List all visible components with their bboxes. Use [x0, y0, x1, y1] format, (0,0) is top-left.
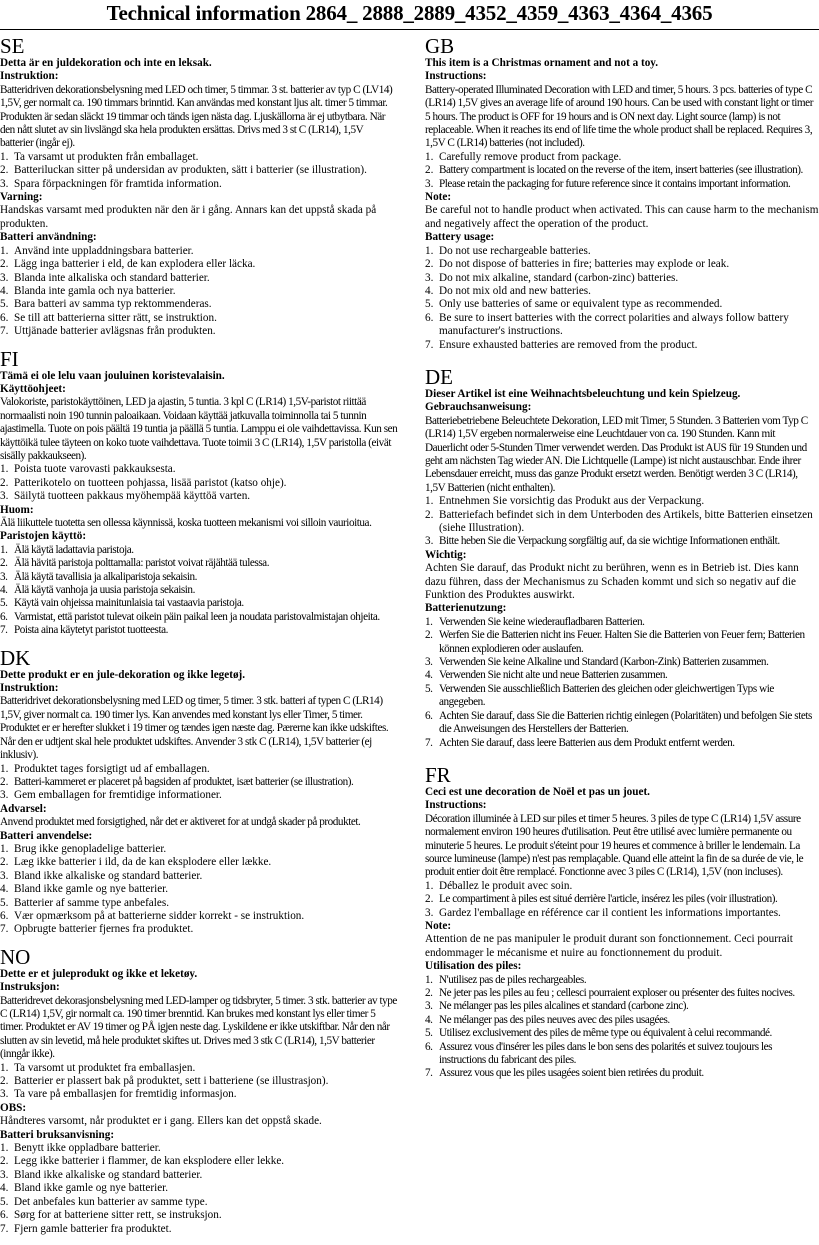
- list-item: 2. Batterier er plassert bak på produktet, sett i batteriene (se illustrasjon).: [0, 1075, 329, 1088]
- list-item: 1. Déballez le produit avec soin.: [425, 879, 573, 892]
- list-item: 2. Ne jeter pas les piles au feu ; cellesci pourraient exploser ou présenter des fuites nocives.: [425, 987, 795, 999]
- warning-heading: Note:: [425, 191, 452, 204]
- section-fi: [0, 348, 398, 638]
- warning-text: Attention de ne pas manipuler le produit durant son fonctionnement. Ceci pourrait endommager le mécanisme et nuire au fonctionnement du produit.: [425, 933, 793, 959]
- warning-heading: Advarsel:: [0, 802, 47, 815]
- section-code: NO: [0, 944, 31, 969]
- battery-list: [425, 974, 819, 1081]
- instructions-text: Décoration illuminée à LED sur piles et timer 5 heures. 3 piles de type C (LR14) 1,5V assure normalement environ 190 heures d'utilisation. Peut être utilisé avec lumière permanente ou minuterie 5 heures. Le produit s'éteint pour 19 heures et commence à briller le lendemain. La source lumineuse (lampe) n'est pas remplaçable. Quand elle atteint la fin de sa durée de vie, le produit entier doit être remplacé. Fonctionne avec 3 piles C (LR14), 1,5V (non incluses).: [425, 812, 804, 879]
- list-item: 3. Verwenden Sie keine Alkaline und Standard (Karbon-Zink) Batterien zusammen.: [425, 656, 769, 669]
- list-item: 2. Batteri-kammeret er placeret på bagsiden af produktet, isæt batterier (se illustration).: [0, 775, 354, 788]
- list-item: 1. Ta varsamt ut produkten från emballaget.: [0, 150, 199, 163]
- instructions-text: Batteridrivet dekorationsbelysning med LED og timer, 5 timer. 3 stk. batteri af typen C (LR14) 1,5V, giver normalt ca. 190 timer lys. Kan anvendes med konstant lys eller Timer, 5 timer. Produktet er er herefter slukket i 19 timer og tændes igen næste dag. Pærerne kan ikke udskiftes. Når den er udtjent skal hele produktet udskiftes. Anvender 3 stk C (LR14), 1,5V batterier (ej inklusiv).: [0, 695, 389, 762]
- list-item: 3. Do not mix alkaline, standard (carbon-zinc) batteries.: [425, 271, 679, 284]
- list-item: 3. Bitte heben Sie die Verpackung sorgfältig auf, da sie wichtige Informationen enthält.: [425, 535, 780, 548]
- list-item: 7. Achten Sie darauf, dass leere Batterien aus dem Produkt entfernt werden.: [425, 736, 735, 749]
- list-item: 6. Assurez vous d'insérer les piles dans le bon sens des polarités et suivez toujours les instructions du fabricant des piles.: [425, 1040, 773, 1067]
- list-item: 3. Bland ikke alkaliske og standard batterier.: [0, 869, 203, 882]
- list-item: 6. Be sure to insert batteries with the correct polarities and always follow battery manufacturer's instructions.: [425, 311, 789, 338]
- list-item: 5. Batterier af samme type anbefales.: [0, 896, 169, 909]
- instructions-heading: Käyttöohjeet:: [0, 382, 66, 395]
- list-item: 2. Batteriluckan sitter på undersidan av produkten, sätt i batterier (se illustration).: [0, 164, 367, 177]
- list-item: 3. Ne mélanger pas les piles alcalines et standard (carbone zinc).: [425, 1000, 689, 1013]
- instructions-heading: Gebrauchsanweisung:: [425, 401, 532, 414]
- instructions-text: Batteridriven dekorationsbelysning med LED och timer, 5 timmar. 3 st. batterier av typ C (LV14) 1,5V, ger normalt ca. 190 timmars brinntid. Kan användas med konstant ljus alt. timer 5 timmar. Produkten är sedan släckt 19 timmar och tänds igen nästa dag. Ljuskällorna är ej utbytbara. När den nått slutet av sin livslängd ska hela produkten ersättas. Drivs med 3 st C (LR14), 1,5V batterier (ingår ej).: [0, 83, 393, 150]
- list-item: 2. Lägg inga batterier i eld, de kan explodera eller läcka.: [0, 258, 256, 271]
- section-de: [425, 366, 819, 750]
- list-item: 5. Det anbefales kun batterier av samme type.: [0, 1195, 208, 1208]
- warning-heading: Wichtig:: [425, 548, 467, 561]
- section-code: FI: [0, 346, 19, 371]
- list-item: 1. Do not use rechargeable batteries.: [425, 244, 591, 257]
- list-item: 3. Please retain the packaging for future reference since it contains important information.: [425, 177, 791, 190]
- list-item: 6. Se till att batterierna sitter rätt, se instruktion.: [0, 311, 217, 324]
- list-item: 2. Le compartiment à piles est situé derrière l'article, insérez les piles (voir illustration).: [425, 893, 778, 906]
- list-item: 2. Læg ikke batterier i ild, da de kan eksplodere eller lække.: [0, 856, 272, 869]
- list-item: 5. Verwenden Sie ausschließlich Batterien des gleichen oder gleichwertigen Typs wie angegeben.: [425, 682, 774, 709]
- battery-list: [0, 544, 398, 638]
- list-item: 4. Do not mix old and new batteries.: [425, 284, 591, 297]
- instructions-heading: Instructions:: [425, 70, 487, 83]
- list-item: 2. Legg ikke batterier i flammer, de kan eksplodere eller lekke.: [0, 1155, 285, 1168]
- section-intro: Detta är en juldekoration och inte en leksak.: [0, 57, 212, 69]
- steps-list: [0, 1062, 398, 1102]
- warning-heading: Huom:: [0, 503, 34, 516]
- list-item: 1. Brug ikke genopladelige batterier.: [0, 842, 167, 855]
- steps-list: [425, 495, 819, 549]
- section-intro: Ceci est une decoration de Noël et pas un jouet.: [425, 785, 650, 798]
- steps-list: [0, 151, 398, 191]
- battery-list: [425, 245, 819, 352]
- section-code: DE: [425, 364, 453, 389]
- list-item: 2. Werfen Sie die Batterien nicht ins Feuer. Halten Sie die Batterien von Feuer fern; Batterien können explodieren oder auslaufen.: [425, 629, 805, 655]
- instructions-heading: Instruksjon:: [0, 981, 60, 994]
- list-item: 7. Fjern gamle batterier fra produktet.: [0, 1222, 172, 1235]
- list-item: 2. Batteriefach befindet sich in dem Unterboden des Artikels, bitte Batterien einsetzen (siehe Illustration).: [425, 508, 813, 534]
- list-item: 7. Ensure exhausted batteries are removed from the product.: [425, 338, 698, 351]
- section-intro: Tämä ei ole lelu vaan jouluinen koristevalaisin.: [0, 369, 225, 382]
- list-item: 3. Bland ikke alkaliske og standard batterier.: [0, 1168, 203, 1181]
- list-item: 6. Vær opmærksom på at batterierne sidder korrekt - se instruktion.: [0, 909, 305, 922]
- list-item: 7. Opbrugte batterier fjernes fra produktet.: [0, 923, 194, 936]
- list-item: 4. Bland ikke gamle og nye batterier.: [0, 883, 169, 896]
- section-intro: Dette produkt er en jule-dekoration og ikke legetøj.: [0, 668, 246, 681]
- steps-list: [425, 880, 819, 920]
- list-item: 2. Patterikotelo on tuotteen pohjassa, lisää paristot (katso ohje).: [0, 476, 287, 489]
- title-divider: [0, 29, 819, 30]
- list-item: 4. Blanda inte gamla och nya batterier.: [0, 284, 176, 297]
- list-item: 3. Spara förpackningen för framtida information.: [0, 177, 222, 190]
- list-item: 2. Do not dispose of batteries in fire; batteries may explode or leak.: [425, 258, 730, 271]
- instructions-heading: Instructions:: [425, 799, 487, 812]
- list-item: 2. Battery compartment is located on the reverse of the item, insert batteries (see illustration).: [425, 164, 803, 177]
- battery-list: [0, 843, 398, 937]
- list-item: 3. Gardez l'emballage en référence car il contient les informations importantes.: [425, 906, 781, 919]
- page-title: Technical information 2864_ 2888_2889_4352_4359_4363_4364_4365: [106, 1, 713, 25]
- section-code: FR: [425, 762, 451, 787]
- battery-heading: Batteri användning:: [0, 231, 97, 244]
- list-item: 3. Gem emballagen for fremtidige informationer.: [0, 789, 222, 802]
- list-item: 3. Säilytä tuotteen pakkaus myöhempää käyttöä varten.: [0, 490, 251, 503]
- section-code: DK: [0, 645, 31, 670]
- list-item: 2. Älä hävitä paristoja polttamalla: paristot voivat räjähtää tulessa.: [0, 557, 270, 570]
- warning-text: Achten Sie darauf, das Produkt nicht zu berühren, wenn es in Betrieb ist. Dies kann dazu führen, dass der Mechanismus zu Schaden kommt und sich so negativ auf die Funktion des Produktes auswirkt.: [425, 562, 799, 602]
- battery-heading: Utilisation des piles:: [425, 960, 522, 973]
- battery-heading: Battery usage:: [425, 231, 495, 244]
- section-se: [0, 35, 398, 339]
- list-item: 1. Verwenden Sie keine wiederaufladbaren Batterien.: [425, 615, 645, 628]
- list-item: 1. N'utilisez pas de piles rechargeables.: [425, 973, 587, 986]
- warning-text: Håndteres varsomt, når produktet er i gang. Ellers kan det oppstå skade.: [0, 1115, 322, 1128]
- list-item: 1. Benytt ikke oppladbare batterier.: [0, 1142, 161, 1155]
- warning-text: Älä liikuttele tuotetta sen ollessa käynnissä, koska tuotteen mekanismi voi silloin vaurioitua.: [0, 517, 372, 529]
- list-item: 7. Uttjänade batterier avlägsnas från produkten.: [0, 325, 216, 338]
- instructions-text: Battery-operated Illuminated Decoration with LED and timer, 5 hours. 3 pcs. batteries of type C (LR14) 1,5V gives an average life of around 190 hours. Can be used with constant light or timer 5 hours. The product is OFF for 19 hours and is ON next day. Light source (lamp) is not replaceable. When it reaches its end of life time the whole product shall be replaced. Requires 3, 1,5V C (LR14) batteries (not included).: [425, 83, 813, 150]
- battery-list: [425, 616, 819, 750]
- list-item: 3. Blanda inte alkaliska och standard batterier.: [0, 271, 210, 284]
- list-item: 6. Achten Sie darauf, dass Sie die Batterien richtig einlegen (Polaritäten) und befolgen Sie stets die Anweisungen des Herstellers der Batterien.: [425, 709, 812, 736]
- list-item: 5. Käytä vain ohjeissa mainitunlaisia tai vastaavia paristoja.: [0, 597, 244, 610]
- steps-list: [0, 763, 398, 803]
- list-item: 5. Only use batteries of same or equivalent type as recommended.: [425, 298, 723, 311]
- warning-heading: Note:: [425, 919, 452, 932]
- list-item: 4. Älä käytä vanhoja ja uusia paristoja sekaisin.: [0, 584, 195, 597]
- list-item: 7. Poista aina käytetyt paristot tuotteesta.: [0, 624, 168, 637]
- instructions-text: Batteridrevet dekorasjonsbelysning med LED-lamper og tidsbryter, 5 timer. 3 stk. batterier av type C (LR14) 1,5V, gir normalt ca. 190 timer brenntid. Kan brukes med konstant lys eller timer 5 timer. Produktet er AV 19 timer og PÅ igjen neste dag. Lyskildene er ikke utskiftbar. Når den når slutten av sin levetid, må hele produktet skiftes ut. Drives med 3 stk C (LR14), 1,5V batterier (inngår ikke).: [0, 994, 397, 1061]
- warning-heading: Varning:: [0, 191, 43, 204]
- list-item: 1. Poista tuote varovasti pakkauksesta.: [0, 463, 176, 476]
- battery-heading: Batteri bruksanvisning:: [0, 1128, 115, 1141]
- section-intro: Dieser Artikel ist eine Weihnachtsbeleuchtung und kein Spielzeug.: [425, 387, 741, 400]
- instructions-text: Batteriebetriebene Beleuchtete Dekoration, LED mit Timer, 5 Stunden. 3 Batterien vom Typ C (LR14) 1,5V ergeben normalerweise eine Leuchtdauer von ca. 190 Stunden. Kann mit Dauerlicht oder 5-Stunden Timer verwendet werden. Das Produkt ist AUS für 19 Stunden und geht am nächsten Tag wieder AN. Die Lichtquelle (Lampe) ist nicht austauschbar. Ende ihrer Lebensdauer erreicht, muss das ganze Produkt ersetzt werden. Benötigt werden 3 C (LR14), 1,5V Batterien (nicht enthalten).: [425, 414, 808, 494]
- list-item: 1. Älä käytä ladattavia paristoja.: [0, 543, 134, 556]
- list-item: 6. Sørg for at batteriene sitter rett, se instruksjon.: [0, 1209, 222, 1222]
- list-item: 4. Bland ikke gamle og nye batterier.: [0, 1182, 169, 1195]
- list-item: 3. Ta vare på emballasjen for fremtidig informasjon.: [0, 1088, 237, 1101]
- list-item: 1. Entnehmen Sie vorsichtig das Produkt aus der Verpackung.: [425, 495, 705, 508]
- battery-heading: Batteri anvendelse:: [0, 829, 93, 842]
- right-column: [425, 33, 819, 1090]
- steps-list: [425, 151, 819, 191]
- section-dk: [0, 647, 398, 937]
- list-item: 4. Verwenden Sie nicht alte und neue Batterien zusammen.: [425, 669, 668, 682]
- list-item: 6. Varmistat, että paristot tulevat oikein päin paikal leen ja noudata paristovalmistajan ohjeita.: [0, 610, 380, 623]
- list-item: 1. Produktet tages forsigtigt ud af emballagen.: [0, 762, 210, 775]
- warning-text: Anvend produktet med forsigtighed, når det er aktiveret for at undgå skader på produktet.: [0, 816, 361, 829]
- list-item: 5. Utilisez exclusivement des piles de même type ou équivalent à celui recommandé.: [425, 1027, 772, 1040]
- battery-heading: Paristojen käyttö:: [0, 530, 87, 543]
- list-item: 3. Älä käytä tavallisia ja alkaliparistoja sekaisin.: [0, 570, 197, 583]
- battery-list: [0, 245, 398, 339]
- section-code: SE: [0, 34, 25, 58]
- section-intro: Dette er et juleprodukt og ikke et leketøy.: [0, 967, 198, 980]
- list-item: 7. Assurez vous que les piles usagées soient bien retirées du produit.: [425, 1067, 704, 1080]
- section-no: [0, 946, 398, 1236]
- warning-text: Be careful not to handle product when activated. This can cause harm to the mechanism and negatively affect the operation of the product.: [425, 204, 819, 230]
- steps-list: [0, 463, 398, 503]
- warning-heading: OBS:: [0, 1101, 27, 1114]
- list-item: 4. Ne mélanger pas des piles neuves avec des piles usagées.: [425, 1013, 670, 1026]
- section-gb: [425, 35, 819, 352]
- warning-text: Handskas varsamt med produkten när den är i gång. Annars kan det uppstå skada på produkten.: [0, 204, 377, 230]
- list-item: 5. Bara batteri av samma typ rektommenderas.: [0, 298, 212, 311]
- battery-list: [0, 1142, 398, 1236]
- section-fr: [425, 764, 819, 1081]
- left-column: [0, 33, 398, 1245]
- list-item: 1. Carefully remove product from package.: [425, 150, 622, 163]
- battery-heading: Batterienutzung:: [425, 602, 507, 615]
- instructions-heading: Instruktion:: [0, 70, 59, 83]
- section-code: GB: [425, 34, 455, 58]
- list-item: 1. Ta varsomt ut produktet fra emballasjen.: [0, 1061, 196, 1074]
- section-intro: This item is a Christmas ornament and not a toy.: [425, 57, 659, 69]
- list-item: 1. Använd inte uppladdningsbara batterier.: [0, 244, 194, 257]
- instructions-heading: Instruktion:: [0, 682, 59, 695]
- instructions-text: Valokoriste, paristokäyttöinen, LED ja ajastin, 5 tuntia. 3 kpl C (LR14) 1,5V-paristot riittää normaalisti noin 190 tunnin paloaikaan. Voidaan käyttää jatkuvalla toiminnolla tai 5 tunnin ajastimella. Tuote on pois päältä 19 tuntia ja päällä 5 tuntia. Lamppu ei ole vaihdettavissa. Kun sen käyttöikä tulee täyteen on koko tuote vaihdettava. Tuote toimii 3 C (LR14), 1,5V paristolla (eivät sisälly pakkaukseen).: [0, 396, 398, 462]
